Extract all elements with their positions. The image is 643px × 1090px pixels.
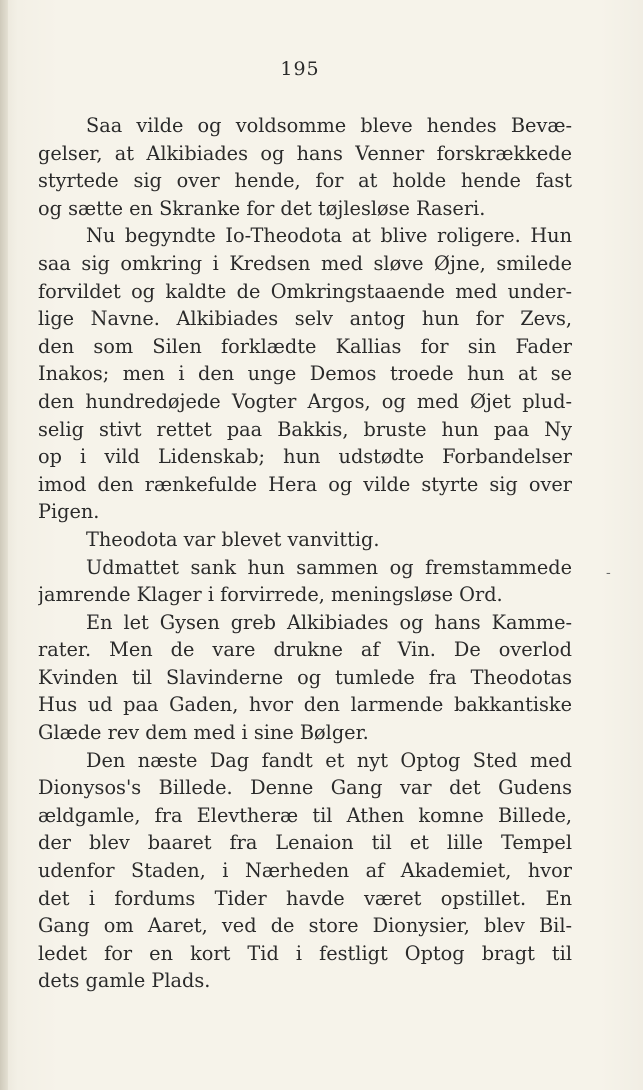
page-gutter	[0, 0, 8, 1090]
text-line: ledet for en kort Tid i festligt Optog bragt til	[38, 941, 572, 965]
text-line: ældgamle, fra Elevtheræ til Athen komne Billede,	[38, 803, 572, 827]
text-line: op i vild Lidenskab; hun udstødte Forbandelser	[38, 445, 572, 469]
text-line: Nu begyndte Io-Theodota at blive roligere. Hun	[86, 224, 572, 248]
text-line: rater. Men de vare drukne af Vin. De overlod	[38, 638, 572, 662]
text-line: Kvinden til Slavinderne og tumlede fra Theodotas	[38, 665, 572, 689]
text-line: jamrende Klager i forvirrede, meningsløse Ord.	[38, 583, 503, 607]
text-line: Theodota var blevet vanvittig.	[86, 527, 380, 551]
text-line: Saa vilde og voldsomme bleve hendes Bevæ-	[86, 114, 572, 137]
text-line: Gang om Aaret, ved de store Dionysier, blev Bil-	[38, 914, 572, 938]
text-line: Dionysos's Billede. Denne Gang var det Gudens	[38, 776, 572, 800]
text-line: den som Silen forklædte Kallias for sin Fader	[38, 334, 572, 358]
text-line: Hus ud paa Gaden, hvor den larmende bakkantiske	[38, 693, 572, 717]
text-line: En let Gysen greb Alkibiades og hans Kamme-	[86, 610, 572, 634]
page-number: 195	[280, 58, 320, 80]
text-line: Udmattet sank hun sammen og fremstammede	[86, 555, 572, 579]
text-line: saa sig omkring i Kredsen med sløve Øjne, smilede	[38, 251, 572, 275]
text-line: Den næste Dag fandt et nyt Optog Sted med	[86, 748, 572, 772]
text-line: Inakos; men i den unge Demos troede hun at se	[38, 362, 572, 386]
text-line: og sætte en Skranke for det tøjlesløse Raseri.	[38, 196, 486, 220]
text-line: dets gamle Plads.	[38, 969, 211, 993]
margin-mark: -	[606, 565, 611, 581]
body-text	[38, 112, 572, 995]
text-line: Glæde rev dem med i sine Bølger.	[38, 721, 369, 745]
text-line: imod den rænkefulde Hera og vilde styrte sig over	[38, 472, 572, 496]
text-line: udenfor Staden, i Nærheden af Akademiet, hvor	[38, 859, 572, 883]
text-line: lige Navne. Alkibiades selv antog hun for Zevs,	[38, 307, 572, 331]
text-line: forvildet og kaldte de Omkringstaaende med under-	[38, 279, 572, 303]
text-line: selig stivt rettet paa Bakkis, bruste hun paa Ny	[38, 417, 572, 441]
text-line: styrtede sig over hende, for at holde hende fast	[38, 169, 572, 193]
text-line: gelser, at Alkibiades og hans Venner forskrækkede	[38, 141, 572, 165]
text-line: der blev baaret fra Lenaion til et lille Tempel	[38, 831, 572, 855]
text-line: Pigen.	[38, 500, 100, 524]
text-line: den hundredøjede Vogter Argos, og med Øjet plud-	[38, 389, 572, 413]
text-line: det i fordums Tider havde været opstillet. En	[38, 886, 572, 910]
